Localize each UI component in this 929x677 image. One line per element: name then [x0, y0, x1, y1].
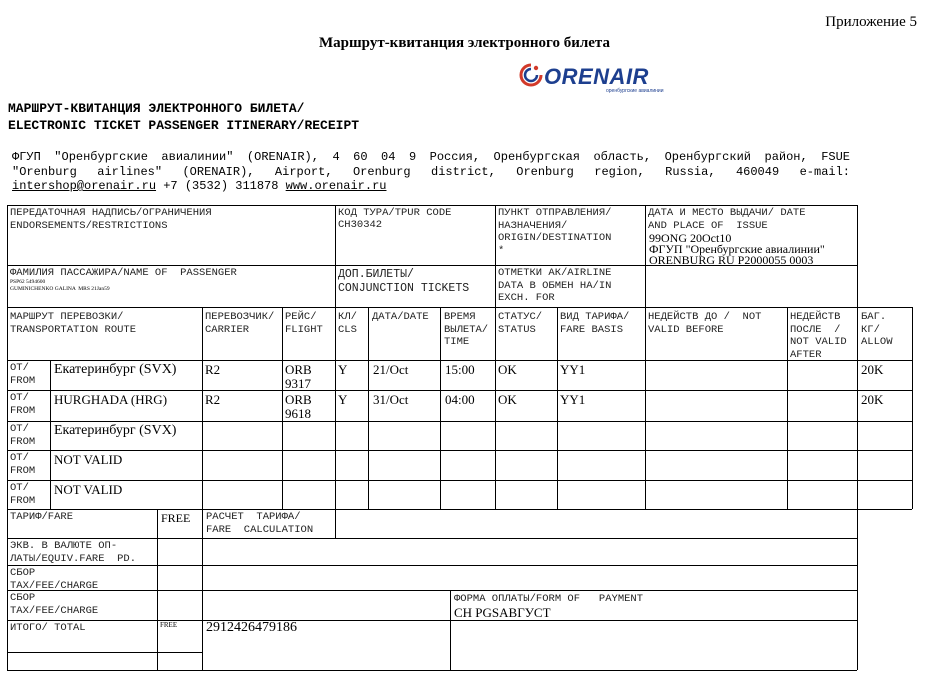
receipt-heading-ru: МАРШРУТ-КВИТАНЦИЯ ЭЛЕКТРОННОГО БИЛЕТА/	[8, 101, 305, 116]
nvb-header-1: НЕДЕЙСТВ ДО / NOT	[648, 311, 762, 323]
flight-number: 9618	[285, 406, 311, 421]
segment-from-label	[10, 452, 35, 477]
segment-class: Y	[338, 362, 348, 377]
logo-subtitle: оренбургские авиалинии	[606, 88, 664, 94]
route-header-ru: МАРШРУТ ПЕРЕВОЗКИ/	[10, 311, 124, 323]
segment-city: Екатеринбург (SVX)	[54, 423, 177, 438]
equiv-fare-label	[10, 540, 136, 565]
ot-label: OT/	[10, 482, 29, 494]
class-header-ru: КЛ/	[338, 311, 357, 323]
phone-number: +7 (3532) 311878	[156, 179, 286, 193]
fare-calc-label-en: FARE CALCULATION	[206, 523, 314, 536]
segment-flight	[285, 393, 312, 421]
passenger-value	[10, 279, 110, 293]
fare-label: ТАРИФ/FARE	[10, 511, 74, 523]
baggage-header-1: БАГ.	[861, 311, 887, 323]
company-info	[12, 150, 850, 194]
tax-label	[10, 592, 98, 617]
tax-label-1: СБОР	[10, 592, 36, 604]
document-title: Маршрут-квитанция электронного билета	[319, 35, 610, 51]
total-label: ИТОГО/ TOTAL	[10, 622, 86, 634]
segment-fare-basis: YY1	[560, 362, 586, 377]
from-label: FROM	[10, 404, 36, 417]
from-label: FROM	[10, 494, 36, 507]
payment-form-label: ФОРМА ОПЛАТЫ/FORM OF PAYMENT	[454, 593, 644, 605]
segment-city: Екатеринбург (SVX)	[54, 362, 177, 377]
issue-value-3: ORENBURG RU P2000055 0003	[649, 253, 814, 267]
airline-label-1: ОТМЕТКИ АК/AIRLINE	[498, 267, 612, 279]
class-header	[338, 311, 357, 336]
email-link[interactable]: intershop@orenair.ru	[12, 179, 157, 193]
airline-label-3: EXCH. FOR	[498, 292, 555, 304]
passenger-document: PSP62 5494600	[10, 279, 46, 285]
not-valid-after-header	[790, 311, 847, 361]
logo-wordmark: ORENAIR	[544, 64, 649, 89]
tax-label-1: СБОР	[10, 567, 36, 579]
tax-label-2: TAX/FEE/CHARGE	[10, 579, 99, 592]
nva-header-4: AFTER	[790, 348, 822, 361]
segment-fare-basis: YY1	[560, 392, 586, 407]
status-header-ru: СТАТУС/	[498, 311, 543, 323]
segment-carrier: R2	[205, 392, 221, 407]
flight-airline: ORB	[285, 392, 312, 407]
carrier-header-en: CARRIER	[205, 323, 250, 336]
passenger-label: ФАМИЛИЯ ПАССАЖИРА/NAME OF PASSENGER	[10, 267, 237, 279]
tour-code-label: КОД ТУРА/TPUR CODE	[338, 207, 452, 219]
segment-time: 15:00	[445, 362, 475, 377]
appendix-label: Приложение 5	[825, 14, 917, 30]
segment-carrier: R2	[205, 362, 221, 377]
origin-label-3: ORIGIN/DESTINATION	[498, 232, 612, 244]
class-header-en: CLS	[338, 323, 357, 336]
date-header: ДАТА/DATE	[372, 311, 429, 323]
not-valid-before-header	[648, 311, 761, 336]
segment-date: 31/Oct	[373, 392, 409, 407]
segment-baggage: 20K	[861, 362, 884, 377]
fare-basis-header	[560, 311, 629, 336]
fare-basis-header-ru: ВИД ТАРИФА/	[560, 311, 630, 323]
fare-calculation-label	[206, 511, 313, 536]
flight-header-ru: РЕЙС/	[285, 311, 317, 323]
issue-value	[649, 233, 825, 266]
route-header-en: TRANSPORTATION ROUTE	[10, 323, 137, 336]
segment-city: NOT VALID	[54, 482, 123, 497]
issue-value-2: ФГУП "Оренбургские авиалинии"	[649, 242, 825, 256]
tour-code-value: CH30342	[338, 219, 383, 231]
conjunction-label-en: CONJUNCTION TICKETS	[338, 282, 470, 295]
from-label: FROM	[10, 435, 36, 448]
time-header	[444, 311, 488, 349]
tax-label	[10, 567, 98, 592]
from-label: FROM	[10, 464, 36, 477]
ot-label: OT/	[10, 362, 29, 374]
flight-number: 9317	[285, 376, 311, 391]
origin-mark: *	[498, 244, 505, 257]
payment-form-value: CH PGSАВГУСТ	[454, 605, 551, 620]
equiv-label-1: ЭКВ. В ВАЛЮТЕ ОП-	[10, 540, 118, 552]
segment-from-label	[10, 362, 35, 387]
website-link[interactable]: www.orenair.ru	[285, 179, 387, 193]
segment-date: 21/Oct	[373, 362, 409, 377]
flight-airline: ORB	[285, 362, 312, 377]
flight-header-en: FLIGHT	[285, 323, 323, 336]
tax-label-2: TAX/FEE/CHARGE	[10, 604, 99, 617]
company-line-2: "Orenburg airlines" (ORENAIR), Airport, Orenburg district, Orenburg region, Russia, 460049 e-mail:	[12, 164, 850, 179]
segment-from-label	[10, 482, 35, 507]
airline-label-2: DATA В ОБМЕН НА/IN	[498, 279, 612, 292]
origin-label-2: НАЗНАЧЕНИЯ/	[498, 219, 568, 232]
conjunction-label-ru: ДОП.БИЛЕТЫ/	[338, 268, 414, 281]
endorsements-label	[10, 207, 212, 232]
segment-city: HURGHADA (HRG)	[54, 392, 168, 407]
ticket-number: 2912426479186	[206, 620, 297, 635]
flight-header	[285, 311, 323, 336]
status-header-en: STATUS	[498, 323, 536, 336]
segment-flight	[285, 363, 312, 391]
from-label: FROM	[10, 374, 36, 387]
status-header	[498, 311, 542, 336]
issue-value-1: 99ONG 20Oct10	[649, 231, 732, 245]
time-header-3: TIME	[444, 336, 470, 348]
fare-basis-header-en: FARE BASIS	[560, 323, 624, 336]
receipt-heading	[8, 100, 359, 134]
endorsements-label-en: ENDORSEMENTS/RESTRICTIONS	[10, 219, 168, 232]
nvb-header-2: VALID BEFORE	[648, 323, 724, 336]
baggage-header	[861, 311, 893, 349]
time-header-2: ВЫЛЕТА/	[444, 323, 489, 336]
carrier-header-ru: ПЕРЕВОЗЧИК/	[205, 311, 275, 323]
time-header-1: ВРЕМЯ	[444, 311, 476, 323]
fare-value: FREE	[161, 511, 191, 525]
segment-time: 04:00	[445, 392, 475, 407]
orenair-swirl-logo-icon	[518, 62, 544, 88]
company-line-3	[12, 179, 850, 194]
ot-label: OT/	[10, 392, 29, 404]
total-fare-value: FREE	[160, 621, 178, 629]
ot-label: OT/	[10, 423, 29, 435]
segment-class: Y	[338, 392, 348, 407]
route-header	[10, 311, 136, 336]
equiv-label-2: ЛАТЫ/EQUIV.FARE PD.	[10, 552, 137, 565]
origin-destination-label	[498, 207, 611, 257]
ot-label: OT/	[10, 452, 29, 464]
baggage-header-2: КГ/	[861, 323, 880, 336]
receipt-heading-en: ELECTRONIC TICKET PASSENGER ITINERARY/RECEIPT	[8, 118, 360, 133]
nva-header-1: НЕДЕЙСТВ	[790, 311, 841, 323]
nva-header-2: ПОСЛЕ /	[790, 323, 841, 336]
carrier-header	[205, 311, 274, 336]
segment-status: OK	[498, 362, 517, 377]
endorsements-label-ru: ПЕРЕДАТОЧНАЯ НАДПИСЬ/ОГРАНИЧЕНИЯ	[10, 207, 212, 219]
airline-data-label	[498, 267, 611, 305]
segment-city: NOT VALID	[54, 452, 123, 467]
issue-label-2: AND PLACE OF ISSUE	[648, 219, 768, 232]
issue-label	[648, 207, 806, 232]
nva-header-3: NOT VALID	[790, 336, 847, 348]
orenair-logo	[518, 62, 678, 92]
segment-status: OK	[498, 392, 517, 407]
segment-from-label	[10, 423, 35, 448]
company-line-1: ФГУП "Оренбургские авиалинии" (ORENAIR), 4 60 04 9 Россия, Оренбургская область, Оренбургский район, FSUE	[12, 150, 850, 164]
conjunction-label	[338, 268, 469, 296]
fare-calc-label-ru: РАСЧЕТ ТАРИФА/	[206, 511, 301, 523]
origin-label-1: ПУНКТ ОТПРАВЛЕНИЯ/	[498, 207, 612, 219]
baggage-header-3: ALLOW	[861, 336, 893, 348]
segment-from-label	[10, 392, 35, 417]
issue-label-1: ДАТА И МЕСТО ВЫДАЧИ/ DATE	[648, 207, 806, 219]
segment-baggage: 20K	[861, 392, 884, 407]
passenger-name: GUMINICHENKO GALINA MRS 21Jan59	[10, 286, 110, 292]
